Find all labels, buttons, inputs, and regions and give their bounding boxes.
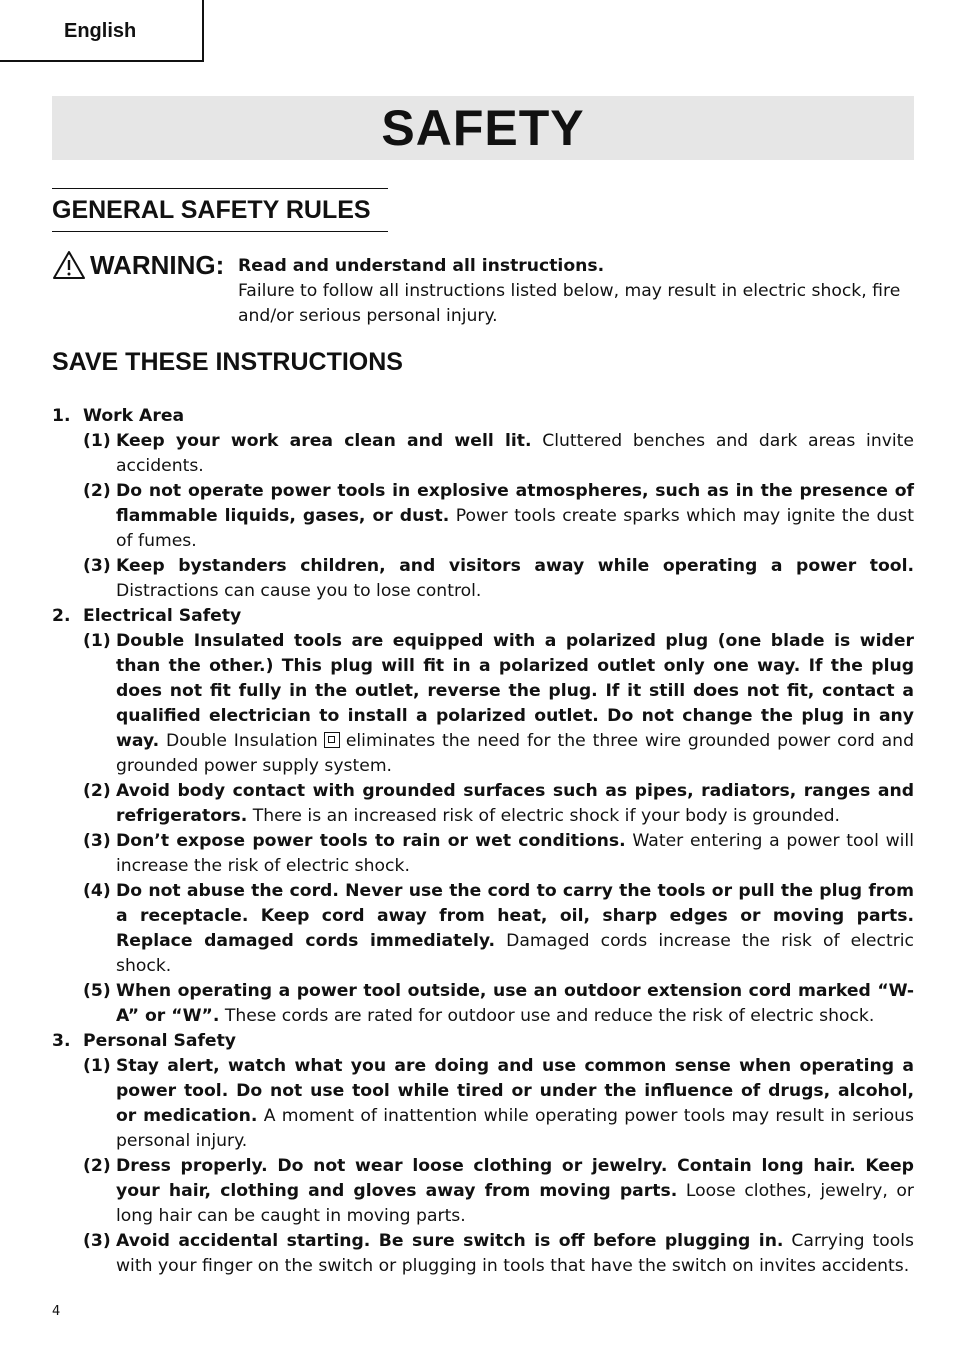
- item-number: (3): [83, 1231, 111, 1251]
- list-item: [52, 479, 914, 554]
- item-number: (5): [83, 981, 111, 1001]
- list-item: [52, 1229, 914, 1279]
- save-instructions-heading: SAVE THESE INSTRUCTIONS: [52, 348, 403, 376]
- item-text: Damaged cords increase the risk of electric shock.: [116, 931, 914, 976]
- item-number: (3): [83, 831, 111, 851]
- item-number: (1): [83, 1056, 111, 1076]
- item-number: (1): [83, 631, 111, 651]
- warning-text: [238, 254, 914, 329]
- list-item: [52, 979, 914, 1029]
- item-text: Carrying tools with your finger on the switch or plugging in tools that have the switch on invites accidents.: [116, 1231, 914, 1276]
- section-heading: [52, 1029, 914, 1054]
- item-number: (2): [83, 781, 111, 801]
- item-bold-text: Keep your work area clean and well lit.: [116, 431, 532, 451]
- item-bold-text: Avoid accidental starting. Be sure switch is off before plugging in.: [116, 1231, 784, 1251]
- item-bold-text: Avoid body contact with grounded surfaces such as pipes, radiators, ranges and refrigerators.: [116, 781, 914, 826]
- section-number: 1.: [52, 406, 71, 426]
- section-title: Personal Safety: [83, 1031, 237, 1051]
- section-heading: [52, 604, 914, 629]
- list-item: [52, 829, 914, 879]
- list-item: [52, 1154, 914, 1229]
- item-text: These cords are rated for outdoor use and reduce the risk of electric shock.: [219, 1006, 875, 1026]
- item-text: Water entering a power tool will increase the risk of electric shock.: [116, 831, 914, 876]
- item-bold-text: Stay alert, watch what you are doing and use common sense when operating a power tool. Do not use tool while tired or under the influence of drugs, alcohol, or medication.: [116, 1056, 914, 1126]
- section-title: Work Area: [83, 406, 185, 426]
- warning-block: [52, 250, 914, 330]
- general-safety-rules-heading: GENERAL SAFETY RULES: [52, 188, 388, 232]
- item-text: There is an increased risk of electric shock if your body is grounded.: [247, 806, 840, 826]
- list-item: [52, 1054, 914, 1154]
- item-bold-text: Dress properly. Do not wear loose clothing or jewelry. Contain long hair. Keep your hair, clothing and gloves away from moving parts.: [116, 1156, 914, 1201]
- item-number: (2): [83, 1156, 111, 1176]
- item-bold-text: Double Insulated tools are equipped with a polarized plug (one blade is wider than the other.) This plug will fit in a polarized outlet only one way. If the plug does not fit fully in the outlet, reverse the plug. If it still does not fit, contact a qualified electrician to install a polarized outlet. Do not change the plug in any way.: [116, 631, 914, 751]
- warning-body: Failure to follow all instructions listed below, may result in electric shock, fire and/or serious personal injury.: [238, 281, 901, 326]
- section-number: 2.: [52, 606, 71, 626]
- warning-lead: Read and understand all instructions.: [238, 256, 605, 276]
- warning-label: WARNING:: [90, 250, 225, 280]
- list-item: [52, 779, 914, 829]
- list-item: [52, 629, 914, 779]
- section-number: 3.: [52, 1031, 71, 1051]
- list-item: [52, 429, 914, 479]
- item-bold-text: Do not abuse the cord. Never use the cord to carry the tools or pull the plug from a receptacle. Keep cord away from heat, oil, sharp edges or moving parts. Replace damaged cords immediately.: [116, 881, 914, 951]
- item-number: (1): [83, 431, 111, 451]
- item-bold-text: When operating a power tool outside, use an outdoor extension cord marked “W-A” or “W”.: [116, 981, 914, 1026]
- item-number: (4): [83, 881, 111, 901]
- list-item: [52, 554, 914, 604]
- item-number: (3): [83, 556, 111, 576]
- item-text: Cluttered benches and dark areas invite accidents.: [116, 431, 914, 476]
- item-text: Double Insulation: [159, 731, 318, 751]
- item-text: Distractions can cause you to lose control.: [116, 581, 482, 601]
- item-bold-text: Do not operate power tools in explosive atmospheres, such as in the presence of flammable liquids, gases, or dust.: [116, 481, 914, 526]
- item-text: Power tools create sparks which may ignite the dust of fumes.: [116, 506, 914, 551]
- item-text: A moment of inattention while operating power tools may result in serious personal injury.: [116, 1106, 914, 1151]
- item-bold-text: Don’t expose power tools to rain or wet conditions.: [116, 831, 626, 851]
- section-title: Electrical Safety: [83, 606, 242, 626]
- list-item: [52, 879, 914, 979]
- item-bold-text: Keep bystanders children, and visitors away while operating a power tool.: [116, 556, 914, 576]
- page-number: 4: [52, 1304, 61, 1319]
- warning-triangle-icon: [52, 250, 86, 280]
- double-insulation-icon: [324, 732, 340, 748]
- item-text-after: eliminates the need for the three wire grounded power cord and grounded power supply system.: [116, 731, 914, 776]
- item-text: Loose clothes, jewelry, or long hair can be caught in moving parts.: [116, 1181, 914, 1226]
- page-title: SAFETY: [52, 96, 914, 160]
- instruction-list: [52, 404, 914, 1279]
- language-tab: English: [0, 0, 204, 62]
- item-number: (2): [83, 481, 111, 501]
- section-heading: [52, 404, 914, 429]
